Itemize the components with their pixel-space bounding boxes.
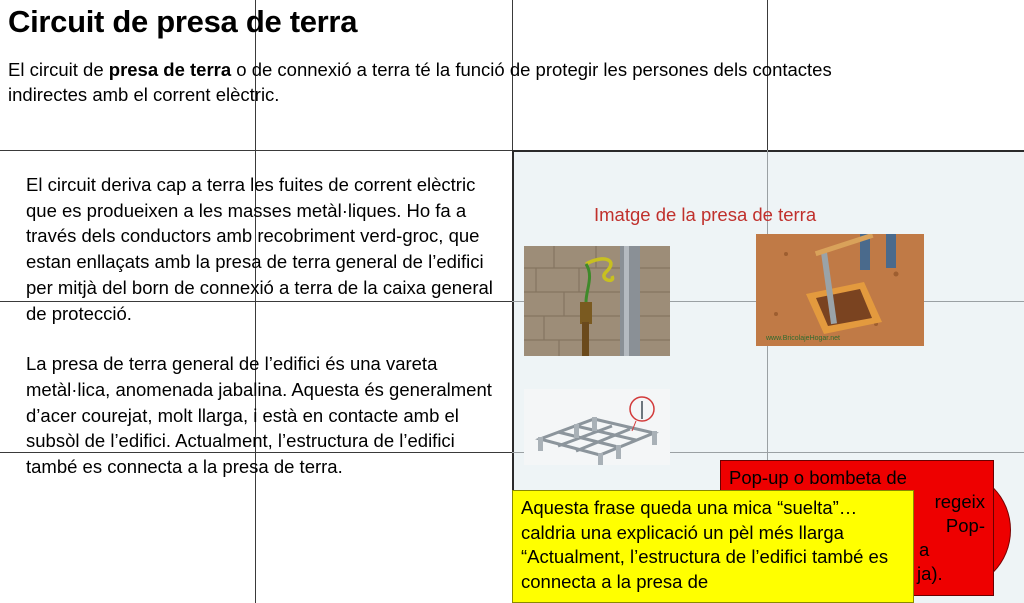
image-caption: Imatge de la presa de terra: [594, 204, 817, 225]
body-paragraph: El circuit deriva cap a terra les fuites de corrent elèctric que es produeixen a les masses metàl·liques. Ho fa a través dels conductors amb recobriment verd-groc, que estan enllaçats amb la presa de terra general de l’edifici per mitjà del born de connexió a terra de la caixa general de protecció.: [26, 174, 493, 324]
photo-wall-ground-cable: [524, 246, 670, 356]
photo-watermark: www.BricolajeHogar.net: [766, 335, 840, 342]
intro-text: [8, 57, 908, 107]
red-note-line: ja).: [917, 563, 943, 584]
red-note-line: regeix: [934, 491, 985, 512]
body-paragraph: La presa de terra general de l’edifici és una vareta metàl·lica, anomenada jabalina. Aquesta és generalment d’acer courejat, molt llarga, i està en contacte amb el subsòl de l’edifici. Actualment, l’estructura de l’edifici també es connecta a la presa de terra.: [26, 353, 492, 478]
intro-text-start: El circuit de: [8, 59, 109, 80]
body-text: [26, 172, 496, 505]
red-note-line: a: [919, 539, 930, 560]
red-note-line: Pop-up o bombeta de: [729, 467, 907, 488]
intro-text-end: o de connexió a terra té la funció de protegir les persones dels contactes indirectes amb el corrent elèctric.: [8, 59, 832, 105]
slide-title: Circuit de presa de terra: [8, 4, 358, 39]
red-note-line: Pop-: [945, 515, 985, 536]
photo-foundation-grid: [524, 389, 670, 465]
yellow-comment-note[interactable]: Aquesta frase queda una mica “suelta”… caldria una explicació un pèl més llarga “Actualment, l’estructura de l’edifici també es connecta a la presa de: [512, 490, 914, 603]
intro-bold-term: presa de terra: [108, 59, 232, 80]
photo-ground-rod-pit: [756, 234, 924, 346]
